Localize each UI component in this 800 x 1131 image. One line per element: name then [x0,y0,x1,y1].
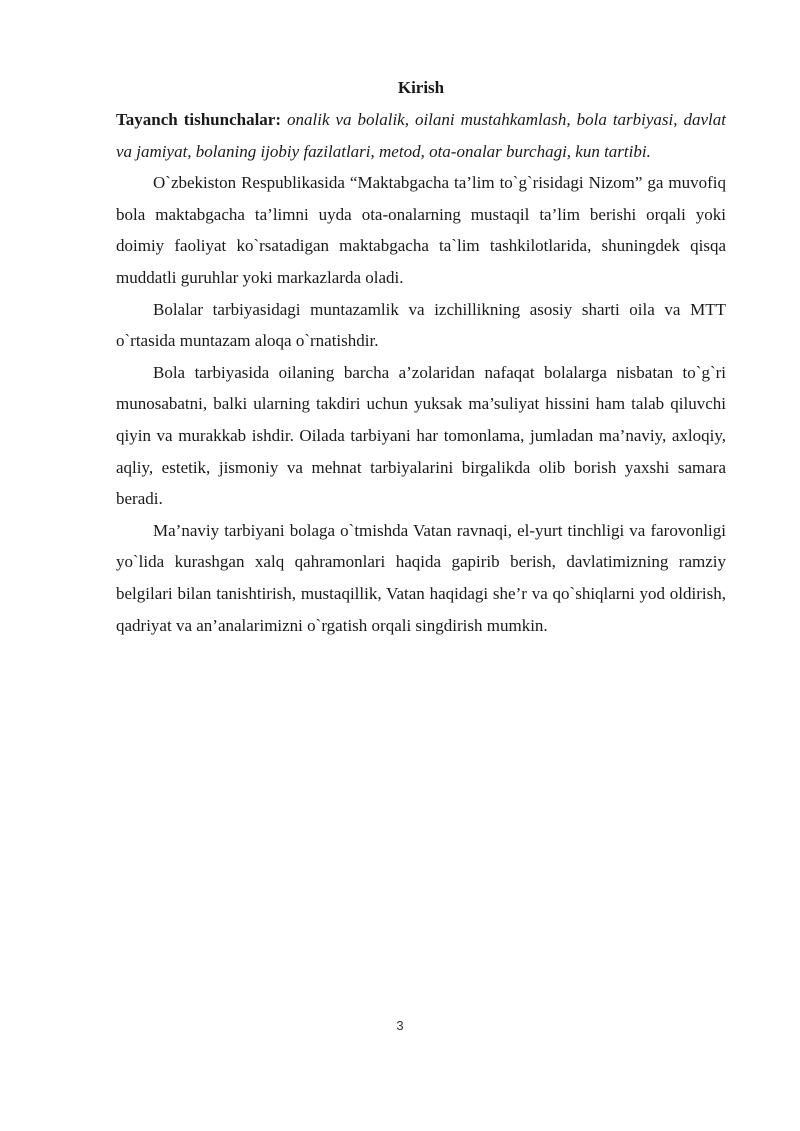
body-paragraph-4: Ma’naviy tarbiyani bolaga o`tmishda Vatan ravnaqi, el-yurt tinchligi va farovonligi yo`lida kurashgan xalq qahramonlari haqida gapirib berish, davlatimizning ramziy belgilari bilan tanishtirish, mustaqillik, Vatan haqidagi she’r va qo`shiqlarni yod oldirish, qadriyat va an’analarimizni o`rgatish orqali singdirish mumkin. [116,520,726,635]
keywords-text: onalik va bolalik, oilani mustahkamlash, bola tarbiyasi, davlat va jamiyat, bolaning ijobiy fazilatlari, metod, ota-onalar burchagi, kun tartibi. [116,110,726,161]
document-page [116,72,726,641]
page-title: Kirish [397,78,445,97]
body-paragraph-1: O`zbekiston Respublikasida “Maktabgacha ta’lim to`g`risidagi Nizom” ga muvofiq bola maktabgacha ta’limni uyda ota-onalarning mustaqil ta’lim berishi orqali yoki doimiy faoliyat ko`rsatadigan maktabgacha ta`lim tashkilotlarida, shuningdek qisqa muddatli guruhlar yoki markazlarda oladi. [116,173,726,287]
body-paragraph-2: Bolalar tarbiyasidagi muntazamlik va izchillikning asosiy sharti oila va MTT o`rtasida muntazam aloqa o`rnatishdir. [116,299,726,351]
page-number: 3 [396,1018,404,1033]
body-paragraph-3: Bola tarbiyasida oilaning barcha a’zolaridan nafaqat bolalarga nisbatan to`g`ri munosabatni, balki ularning takdiri uchun yuksak ma’suliyat hissini ham talab qiluvchi qiyin va murakkab ishdir. Oilada tarbiyani har tomonlama, jumladan ma’naviy, axloqiy, aqliy, estetik, jismoniy va mehnat tarbiyalarini birgalikda olib borish yaxshi samara beradi. [116,362,726,509]
keywords-label: Tayanch tishunchalar: [116,110,282,129]
keywords-paragraph [116,104,726,167]
